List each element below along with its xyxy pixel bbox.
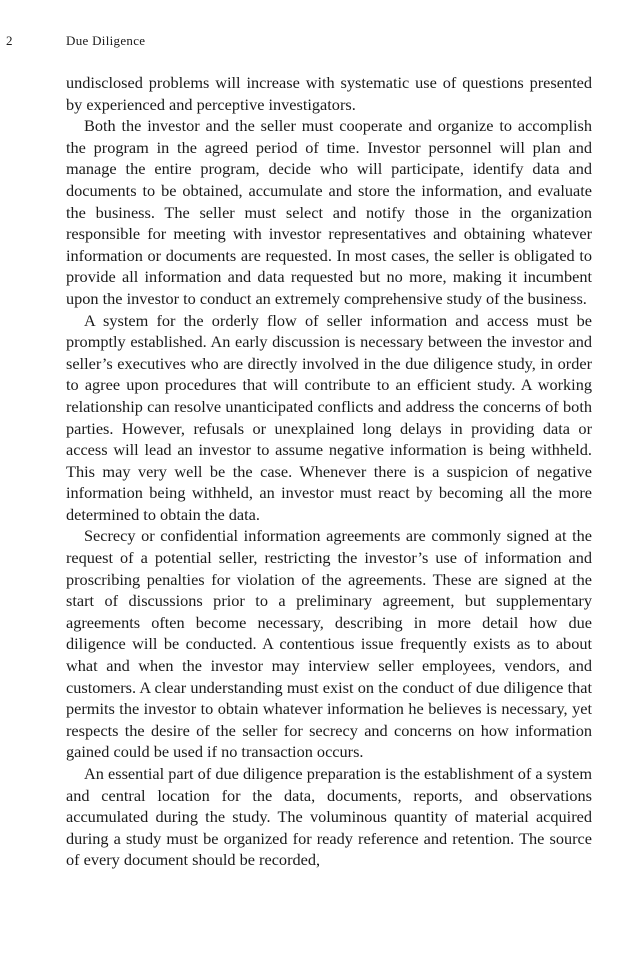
paragraph-information-flow: A system for the orderly flow of seller information and access must be promptly established. An early discussion is necessary between the investor and seller’s executives who are directly involved in the due diligence study, in order to agree upon procedures that will contribute to an efficient study. A working relationship can resolve unanticipated conflicts and address the concerns of both parties. However, refusals or unexplained long delays in providing data or access will lead an investor to assume negative information is being withheld. This may very well be the case. Whenever there is a suspicion of negative information being withheld, an investor must react by becoming all the more determined to obtain the data. [66, 310, 592, 524]
paragraph-cooperation: Both the investor and the seller must cooperate and organize to accomplish the program in the agreed period of time. Investor personnel will plan and manage the entire program, decide who will participate, identify data and documents to be obtained, accumulate and store the information, and evaluate the business. The seller must select and notify those in the organization responsible for meeting with investor representatives and obtaining whatever information or documents are requested. In most cases, the seller is obligated to provide all information and data requested but no more, making it incumbent upon the investor to conduct an extremely comprehensive study of the business. [66, 116, 592, 308]
running-title: Due Diligence [66, 33, 146, 48]
paragraph-secrecy-agreements: Secrecy or confidential information agreements are commonly signed at the request of a potential seller, restricting the investor’s use of information and proscribing penalties for violation of the agreements. These are signed at the start of discussions prior to a preliminary agreement, but supplementary agreements often become necessary, describing in more detail how due diligence will be conducted. A contentious issue frequently exists as to about what and when the investor may interview seller employees, vendors, and customers. A clear understanding must exist on the conduct of due diligence that permits the investor to obtain whatever information he believes is necessary, yet respects the desire of the seller for secrecy and concerns on how information gained could be used if no transaction occurs. [66, 526, 592, 762]
body-text [66, 72, 592, 871]
page-number: 2 [6, 33, 13, 48]
paragraph-central-location: An essential part of due diligence preparation is the establishment of a system and central location for the data, documents, reports, and observations accumulated during the study. The voluminous quantity of material acquired during a study must be organized for ready reference and retention. The source of every document should be recorded, [66, 764, 592, 870]
paragraph-continued: undisclosed problems will increase with systematic use of questions presented by experienced and perceptive investigators. [66, 73, 592, 114]
running-head [6, 32, 606, 50]
